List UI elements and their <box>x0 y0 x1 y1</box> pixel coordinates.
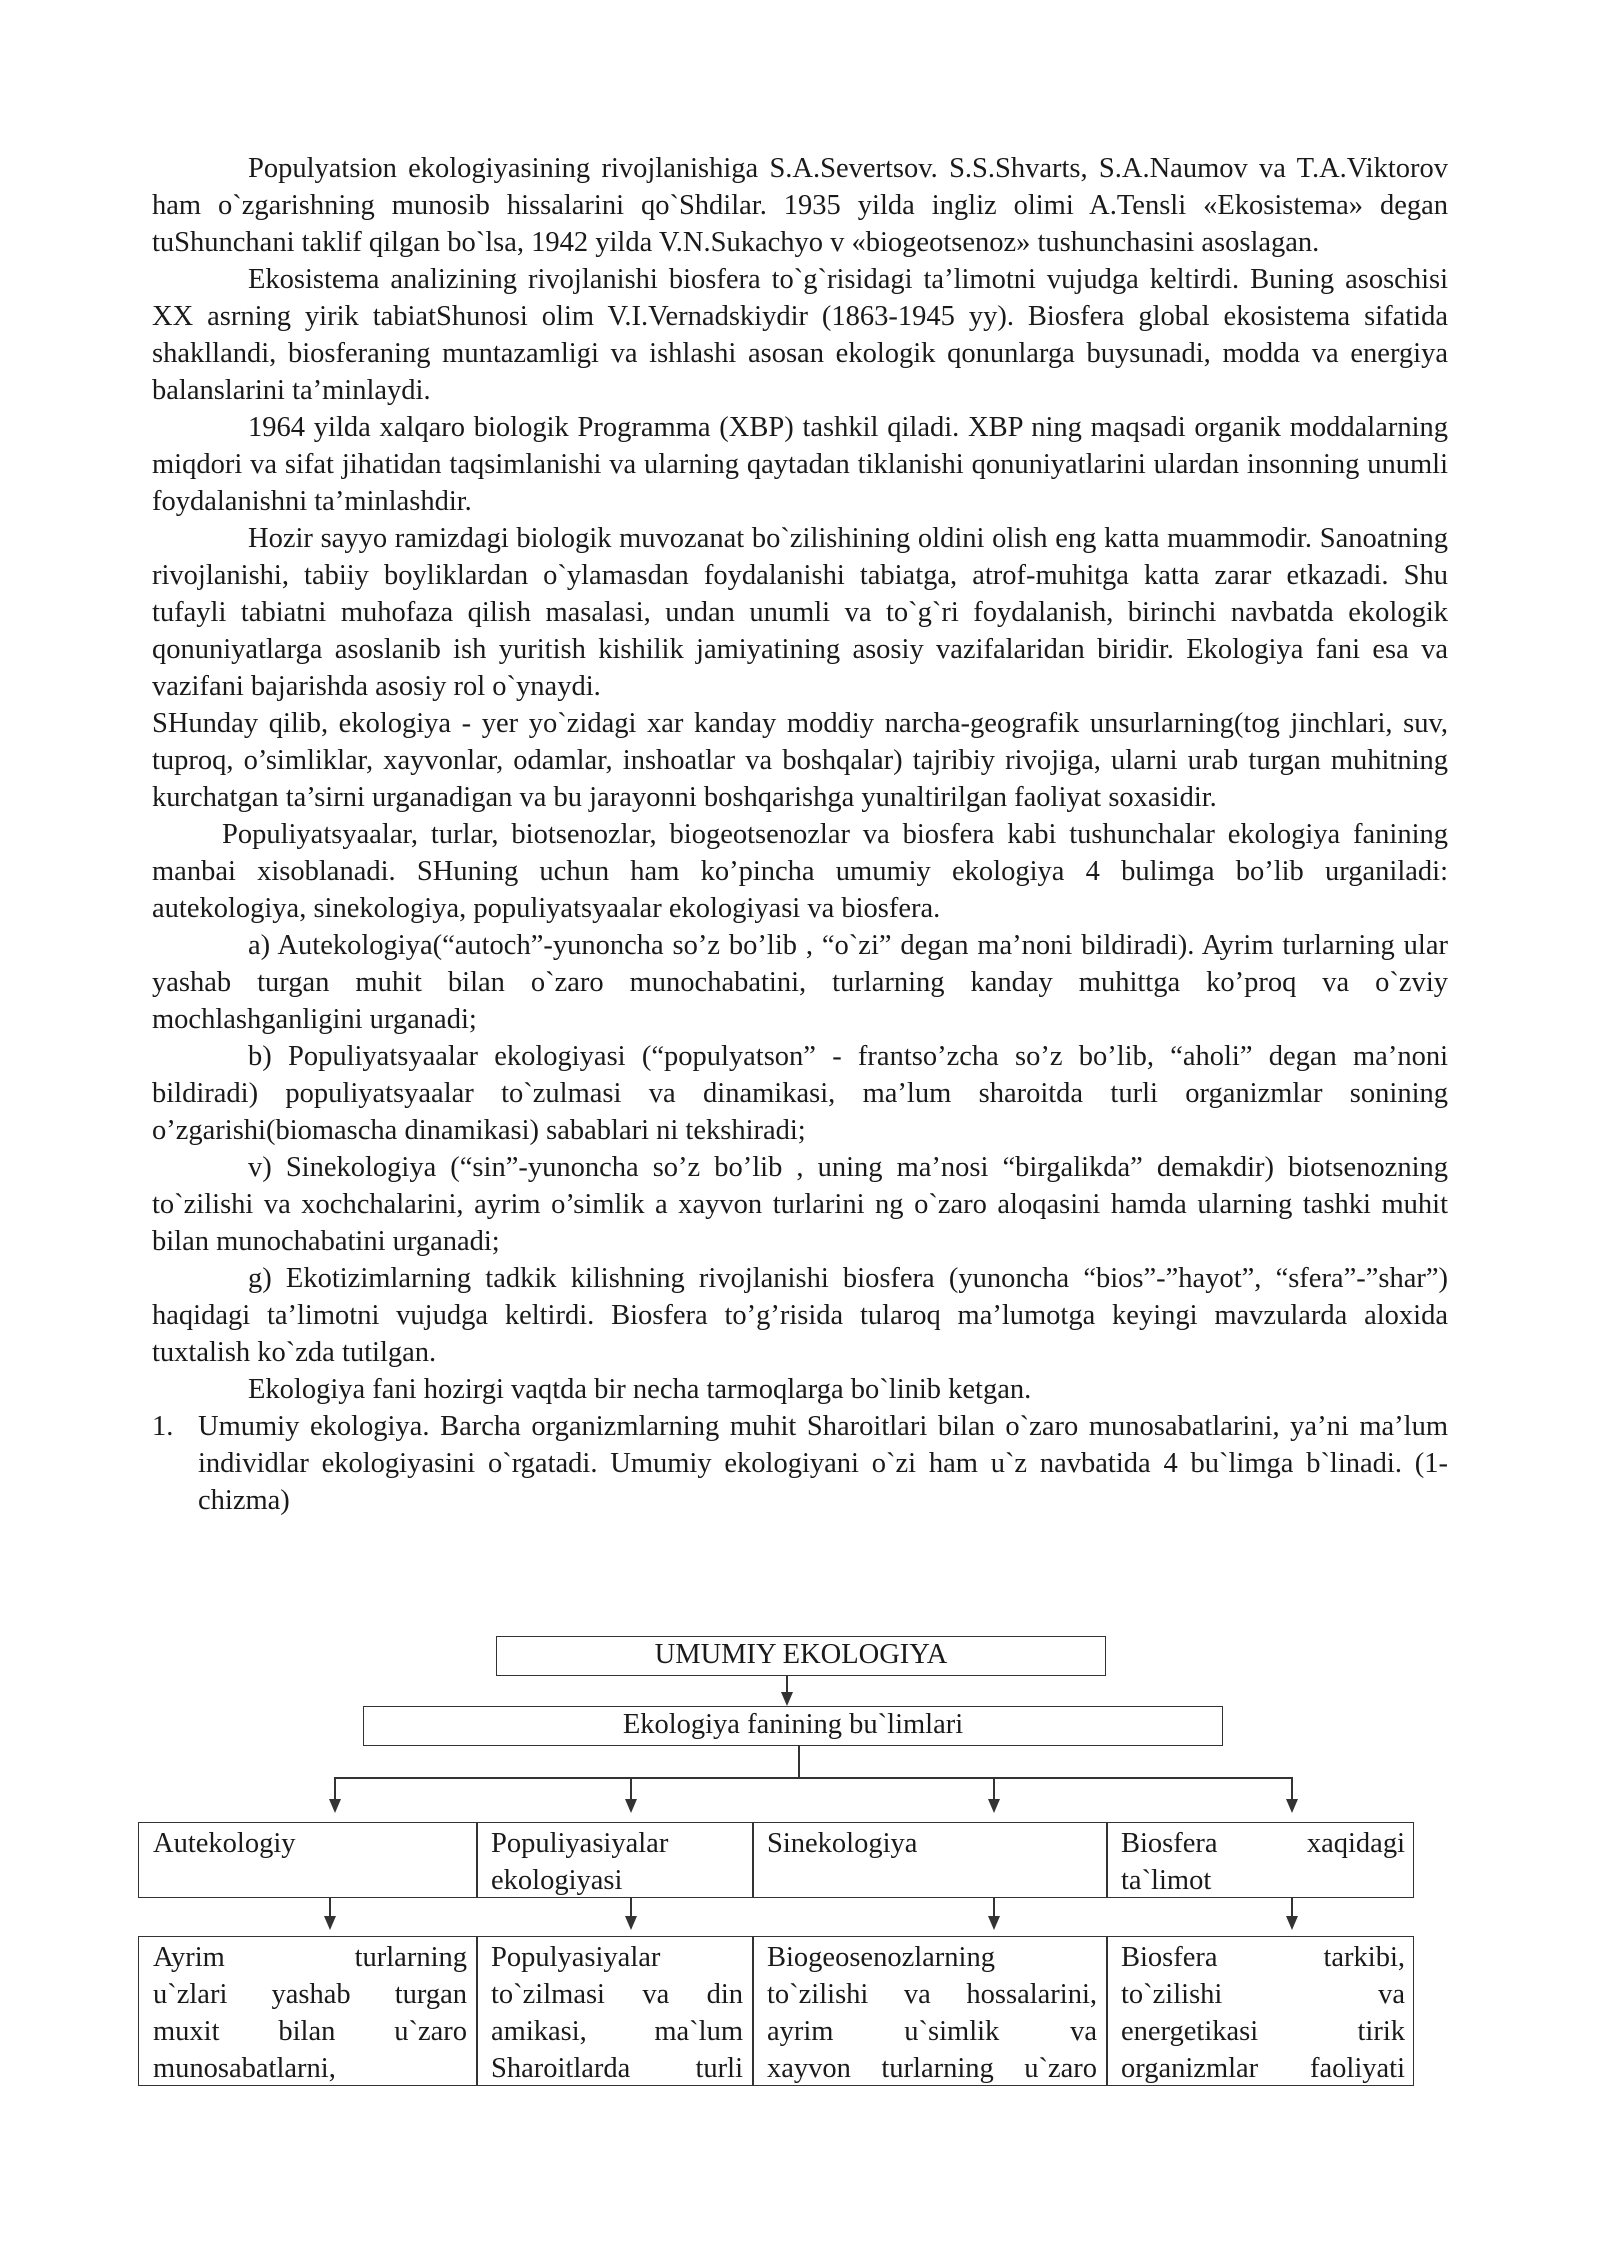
diagram-top-box: UMUMIY EKOLOGIYA <box>496 1636 1106 1676</box>
connector-line <box>798 1746 800 1778</box>
branch-desc-populyatsiyalar: Populyasiyalar to`zilmasi va din amikasi, ma`lum Sharoitlarda turli <box>491 1942 743 2084</box>
branch-title-biosfera: Biosfera xaqidagi ta`limot <box>1121 1828 1405 1896</box>
connector-line <box>334 1777 1292 1779</box>
arrow-down-icon <box>988 1799 1000 1813</box>
list-number: 1. <box>152 1411 174 1442</box>
branch-title-autekologiya: Autekologiy <box>153 1828 296 1859</box>
document-body <box>152 150 1448 1519</box>
arrow-down-icon <box>1286 1799 1298 1813</box>
connector-line <box>630 1898 632 1918</box>
paragraph-tarmoqlar: Ekologiya fani hozirgi vaqtda bir necha tarmoqlarga bo`linib ketgan. <box>248 1374 1032 1405</box>
branch-title-sinekologiya: Sinekologiya <box>767 1828 918 1859</box>
paragraph-biologik-muvozanat: Hozir sayyo ramizdagi biologik muvozanat bo`zilishining oldini olish eng katta muammodir. Sanoatning rivojlanishi, tabiiy boyliklardan o`ylamasdan foydalanishi tabiatga, atrof-muhitga katta zarar etkazadi. Shu tufayli tabiatni muhofaza qilish masalasi, undan unumli va to`g`ri foydalanish, birinchi navbatda ekologik qonuniyatlarga asoslanib ish yuritish kishilik jamiyatining asosiy vazifalaridan biridir. Ekologiya fani esa va vazifani bajarishda asosiy rol o`ynaydi. <box>152 523 1448 702</box>
arrow-down-icon <box>625 1916 637 1930</box>
paragraph-xbp: 1964 yilda xalqaro biologik Programma (XBP) tashkil qiladi. XBP ning maqsadi organik moddalarning miqdori va sifat jihatidan taqsimlanishi va ularning qaytadan tiklanishi qonuniyatlarini ulardan insonning unumli foydalanishni ta’minlashdir. <box>152 412 1448 517</box>
paragraph-ekotizimlar: g) Ekotizimlarning tadkik kilishning rivojlanishi biosfera (yunoncha “bios”-”hayot”, “sfera”-”shar”) haqidagi ta’limotni vujudga keltirdi. Biosfera to’g’risida tularoq ma’lumotga keyingi mavzularda aloxida tuxtalish ko`zda tutilgan. <box>152 1263 1448 1368</box>
arrow-down-icon <box>329 1799 341 1813</box>
paragraph-populyatsiyalar-ekologiyasi: b) Populiyatsyaalar ekologiyasi (“populyatson” - frantso’zcha so’z bo’lib, “aholi” degan ma’noni bildiradi) populiyatsyaalar to`zulmasi va dinamikasi, ma’lum sharoitda turli organizmlar sonining o’zgarishi(biomascha dinamikasi) sabablari ni tekshiradi; <box>152 1041 1448 1146</box>
connector-line <box>1291 1898 1293 1918</box>
branch-desc-biosfera: Biosfera tarkibi, to`zilishi va energetikasi tirik organizmlar faoliyati <box>1121 1942 1405 2084</box>
connector-line <box>334 1777 336 1801</box>
paragraph-sinekologiya: v) Sinekologiya (“sin”-yunoncha so’z bo’lib , uning ma’nosi “birgalikda” demakdir) biotsenozning to`zilishi va xochchalarini, ayrim o’simlik a xayvon turlarini ng o`zaro aloqasini hamda ularning tashki muhit bilan munochabatini urganadi; <box>152 1152 1448 1257</box>
arrow-down-icon <box>324 1916 336 1930</box>
numbered-list-item <box>152 1408 1448 1519</box>
connector-line <box>630 1777 632 1801</box>
paragraph-ekologiya-definition: SHunday qilib, ekologiya - yer yo`zidagi xar kanday moddiy narcha-geografik unsurlarning(tog jinchlari, suv, tuproq, o’simliklar, xayvonlar, odamlar, inshoatlar va boshqalar) tajribiy rivojiga, ularni urab turgan muhitning kurchatgan ta’sirni urganadigan va bu jarayonni boshqarishga yunaltirilgan faoliyat soxasidir. <box>152 708 1448 813</box>
connector-line <box>1291 1777 1293 1801</box>
paragraph-autekologiya: a) Autekologiya(“autoch”-yunoncha so’z bo’lib , “o`zi” degan ma’noni bildiradi). Ayrim turlarning ular yashab turgan muhit bilan o`zaro munochabatini, turlarning kanday muhittga ko’proq va o`zviy mochlashganligini urganadi; <box>152 930 1448 1035</box>
paragraph-tushunchalar: Populiyatsyaalar, turlar, biotsenozlar, biogeotsenozlar va biosfera kabi tushunchalar ekologiya fanining manbai xisoblanadi. SHuning uchun ham ko’pincha umumiy ekologiya 4 bulimga bo’lib urganiladi: autekologiya, sinekologiya, populiyatsyaalar ekologiyasi va biosfera. <box>152 819 1448 924</box>
paragraph-populyatsion-ekologiya: Populyatsion ekologiyasining rivojlanishiga S.A.Severtsov. S.S.Shvarts, S.A.Naumov va T.A.Viktorov ham o`zgarishning munosib hissalarini qo`Shdilar. 1935 yilda ingliz olimi A.Tensli «Ekosistema» degan tuShunchani taklif qilgan bo`lsa, 1942 yilda V.N.Sukachyo v «biogeotsenoz» tushunchasini asoslagan. <box>152 153 1448 258</box>
connector-line <box>993 1898 995 1918</box>
arrow-down-icon <box>988 1916 1000 1930</box>
connector-line <box>329 1898 331 1918</box>
arrow-down-icon <box>1286 1916 1298 1930</box>
paragraph-ekosistema-analizi: Ekosistema analizining rivojlanishi biosfera to`g`risidagi ta’limotni vujudga keltirdi. Buning asoschisi XX asrning yirik tabiatShunosi olim V.I.Vernadskiydir (1863-1945 yy). Biosfera global ekosistema sifatida shakllandi, biosferaning muntazamligi va ishlashi asosan ekologik qonunlarga buysunadi, modda va energiya balanslarini ta’minlaydi. <box>152 264 1448 406</box>
ekologiya-diagram <box>138 1636 1414 2086</box>
list-text: Umumiy ekologiya. Barcha organizmlarning muhit Sharoitlari bilan o`zaro munosabatlarini, ya’ni ma’lum individlar ekologiyasini o`rgatadi. Umumiy ekologiyani o`zi ham u`z navbatida 4 bu`limga b`linadi. (1-chizma) <box>198 1411 1448 1516</box>
arrow-down-icon <box>625 1799 637 1813</box>
branch-desc-autekologiya: Ayrim turlarning u`zlari yashab turgan muxit bilan u`zaro munosabatlarni, <box>153 1942 467 2084</box>
connector-line <box>993 1777 995 1801</box>
branch-title-row <box>138 1822 1414 1898</box>
branch-desc-sinekologiya: Biogeosenozlarning to`zilishi va hossalarini, ayrim u`simlik va xayvon turlarning u`zaro <box>767 1942 1097 2084</box>
arrow-down-icon <box>781 1692 793 1706</box>
diagram-second-box: Ekologiya fanining bu`limlari <box>363 1706 1223 1746</box>
branch-title-populyatsiyalar: Populiyasiyalar ekologiyasi <box>491 1828 669 1896</box>
branch-desc-row <box>138 1936 1414 2086</box>
